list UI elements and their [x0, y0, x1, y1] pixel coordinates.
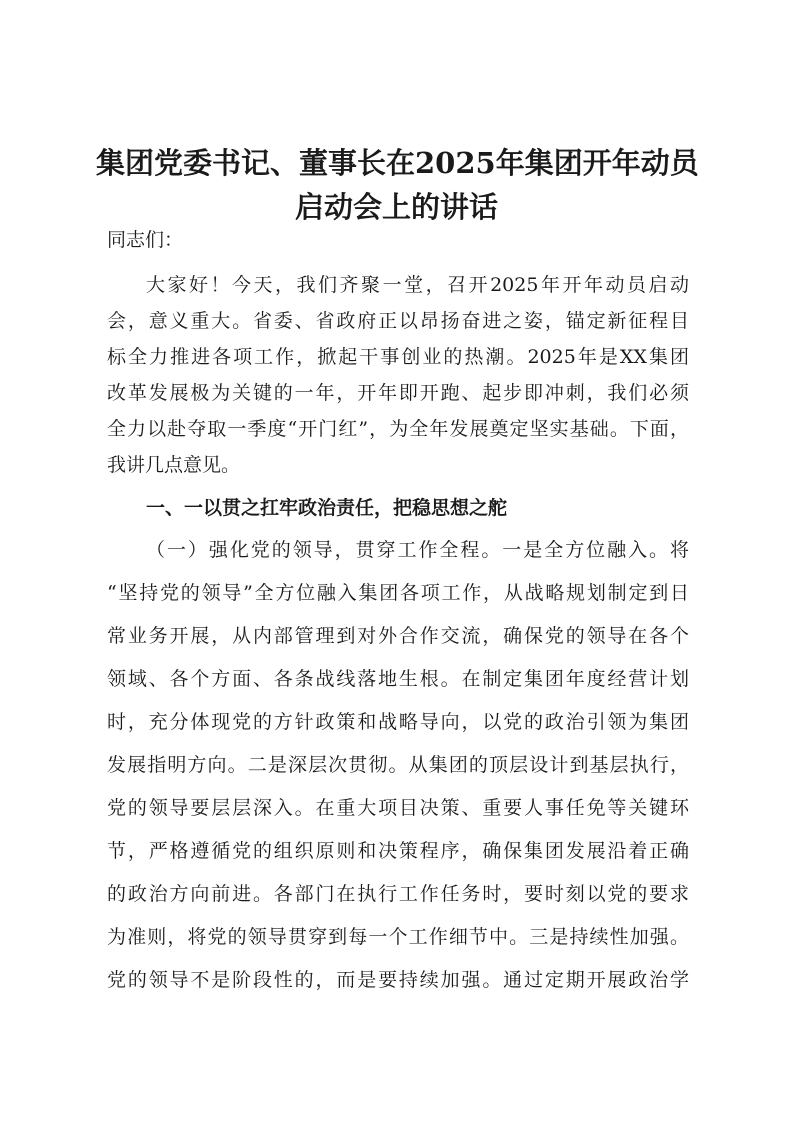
paragraph-2-line: 节，严格遵循党的组织原则和决策程序，确保集团发展沿着正确 [107, 840, 689, 862]
section-heading-1: 一、一以贯之扛牢政治责任，把稳思想之舵 [146, 497, 508, 519]
paragraph-1-line: 大家好！今天，我们齐聚一堂，召开2025年开年动员启动 [146, 274, 689, 296]
paragraph-2-line: 党的领导不是阶段性的，而是要持续加强。通过定期开展政治学 [107, 969, 689, 991]
paragraph-2-line: 领域、各个方面、各条战线落地生根。在制定集团年度经营计划 [107, 668, 689, 690]
paragraph-2-line: 时，充分体现党的方针政策和战略导向，以党的政治引领为集团 [107, 711, 689, 733]
paragraph-1-line: 改革发展极为关键的一年，开年即开跑、起步即冲刺，我们必须 [107, 382, 689, 404]
paragraph-2-line: 的政治方向前进。各部门在执行工作任务时，要时刻以党的要求 [107, 883, 689, 905]
paragraph-2-line: 为准则，将党的领导贯穿到每一个工作细节中。三是持续性加强。 [107, 926, 689, 948]
paragraph-2-line: “坚持党的领导”全方位融入集团各项工作，从战略规划制定到日 [107, 582, 689, 604]
paragraph-1-line: 标全力推进各项工作，掀起干事创业的热潮。2025年是XX集团 [107, 346, 689, 368]
paragraph-1-line: 会，意义重大。省委、省政府正以昂扬奋进之姿，锚定新征程目 [107, 310, 689, 332]
document-title-line-2: 启动会上的讲话 [294, 190, 498, 224]
paragraph-1-line: 我讲几点意见。 [107, 454, 241, 476]
paragraph-2-line: （一）强化党的领导，贯穿工作全程。一是全方位融入。将 [146, 539, 689, 561]
paragraph-2-line: 常业务开展，从内部管理到对外合作交流，确保党的领导在各个 [107, 625, 689, 647]
paragraph-2-line: 发展指明方向。二是深层次贯彻。从集团的顶层设计到基层执行， [107, 754, 689, 776]
document-title-line-1: 集团党委书记、董事长在2025年集团开年动员 [96, 146, 699, 180]
paragraph-2-line: 党的领导要层层深入。在重大项目决策、重要人事任免等关键环 [107, 797, 689, 819]
salutation: 同志们： [107, 229, 184, 251]
paragraph-1-line: 全力以赴夺取一季度“开门红”，为全年发展奠定坚实基础。下面， [107, 418, 689, 440]
